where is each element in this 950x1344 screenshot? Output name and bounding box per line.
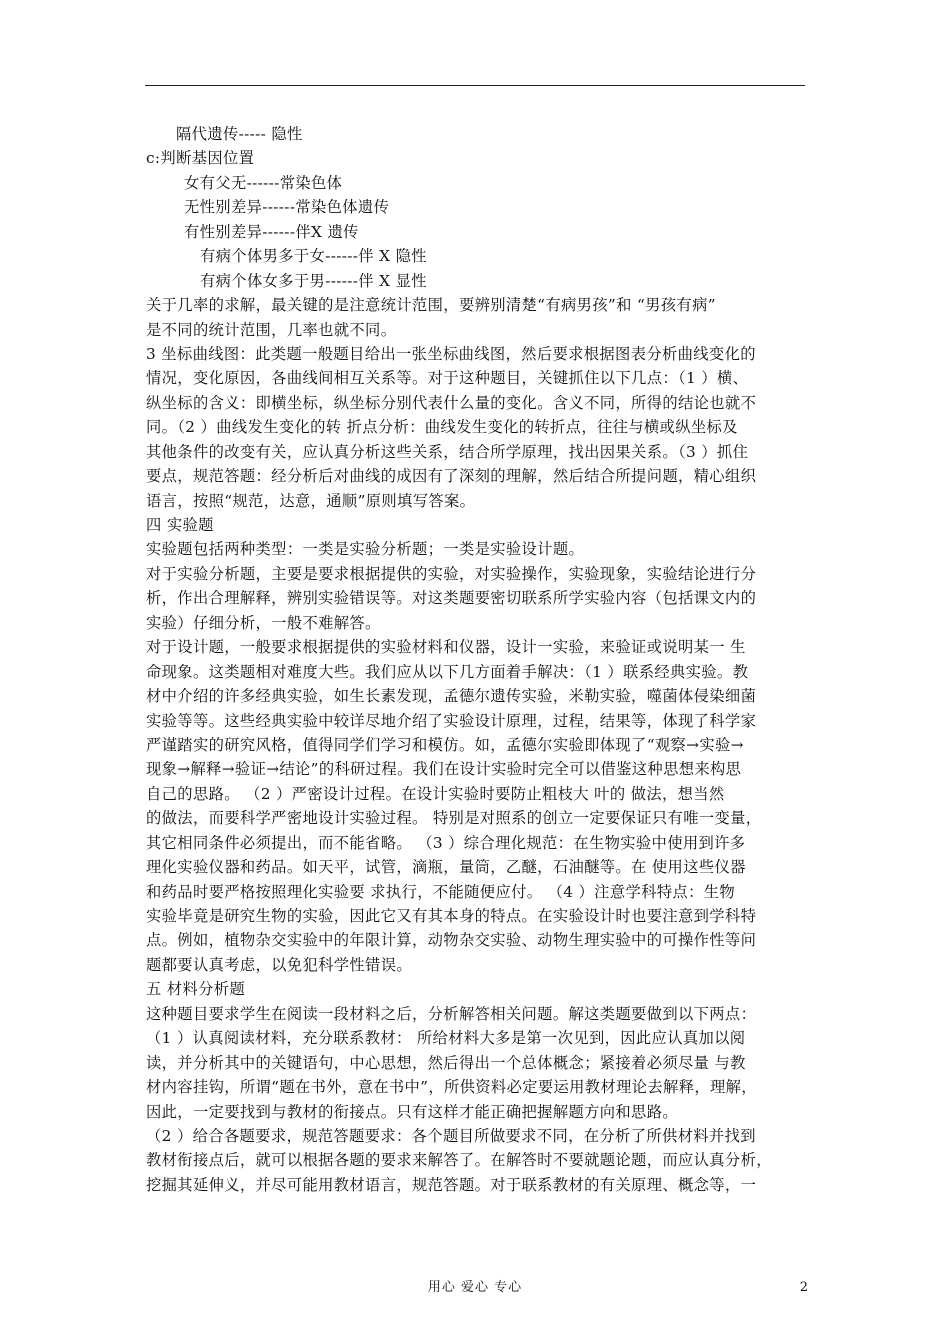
text-line: 这种题目要求学生在阅读一段材料之后，分析解答相关问题。解这类题要做到以下两点：: [146, 1004, 757, 1023]
text-line: （1 ）认真阅读材料，充分联系教材： 所给材料大多是第一次见到，因此应认真加以阅: [146, 1029, 746, 1048]
text-line: 其它相同条件必须提出，而不能省略。 （3 ）综合理化规范：在生物实验中使用到许多: [146, 833, 746, 852]
text-line: 其他条件的改变有关，应认真分析这些关系，结合所学原理，找出因果关系。（3 ）抓住: [146, 442, 749, 461]
text-line: 严谨踏实的研究风格，值得同学们学习和模仿。如，孟德尔实验即体现了“观察→实验→: [146, 735, 744, 754]
text-line: 对于设计题，一般要求根据提供的实验材料和仪器，设计一实验，来验证或说明某一 生: [146, 638, 746, 657]
text-line: 对于实验分析题，主要是要求根据提供的实验，对实验操作，实验现象，实验结论进行分: [146, 564, 757, 583]
text-line: 命现象。这类题相对难度大些。我们应从以下几方面着手解决：（1 ）联系经典实验。教: [146, 662, 749, 681]
text-line: 实验题包括两种类型：一类是实验分析题；一类是实验设计题。: [146, 540, 585, 559]
text-line: 因此，一定要找到与教材的衔接点。只有这样才能正确把握解题方向和思路。: [146, 1102, 678, 1121]
text-line: 的做法，而要科学严密地设计实验过程。 特别是对照系的创立一定要保证只有唯一变量，: [146, 809, 762, 828]
text-line: 实验毕竟是研究生物的实验，因此它又有其本身的特点。在实验设计时也要注意到学科特: [146, 907, 757, 925]
text-line: 要点，规范答题：经分析后对曲线的成因有了深刻的理解，然后结合所提问题，精心组织: [146, 467, 757, 486]
text-line: 自己的思路。 （2 ）严密设计过程。在设计实验时要防止粗枝大 叶的 做法，想当然: [146, 784, 725, 803]
header-rule: [145, 85, 805, 86]
text-line: 3 坐标曲线图：此类题一般题目给出一张坐标曲线图，然后要求根据图表分析曲线变化的: [146, 344, 756, 363]
text-line: 实验等等。这些经典实验中较详尽地介绍了实验设计原理，过程，结果等，体现了科学家: [146, 711, 757, 730]
footer-motto: 用心 爱心 专心: [427, 1280, 523, 1295]
text-line: 点。例如，植物杂交实验中的年限计算，动物杂交实验、动物生理实验中的可操作性等问: [146, 931, 757, 950]
text-line: 材中介绍的许多经典实验，如生长素发现，孟德尔遗传实验，米勒实验，噬菌体侵染细菌: [146, 687, 757, 706]
text-line: （2 ）给合各题要求，规范答题要求：各个题目所做要求不同，在分析了所供材料并找到: [146, 1126, 756, 1145]
text-line: 纵坐标的含义：即横坐标，纵坐标分别代表什么量的变化。含义不同，所得的结论也就不: [146, 393, 757, 412]
text-line: c:判断基因位置: [146, 149, 255, 168]
text-line: 隔代遗传----- 隐性: [176, 125, 303, 143]
text-line: 是不同的统计范围，几率也就不同。: [146, 320, 397, 339]
text-line: 情况，变化原因，各曲线间相互关系等。对于这种题目，关键抓住以下几点：（1 ）横、: [146, 369, 749, 388]
text-line: 女有父无------常染色体: [184, 173, 343, 192]
text-line: 同。（2 ）曲线发生变化的转 折点分析：曲线发生变化的转折点，往往与横或纵坐标及: [146, 418, 738, 437]
section-heading: 四 实验题: [146, 516, 214, 534]
text-line: 析，作出合理解释，辨别实验错误等。对这类题要密切联系所学实验内容（包括课文内的: [146, 589, 757, 608]
text-line: 理化实验仪器和药品。如天平，试管，滴瓶，量筒，乙醚，石油醚等。在 使用这些仪器: [146, 858, 746, 877]
section-heading: 五 材料分析题: [146, 980, 246, 999]
text-line: 教材衔接点后，就可以根据各题的要求来解答了。在解答时不要就题论题，而应认真分析，: [146, 1151, 772, 1170]
text-line: 有病个体女多于男------伴 X 显性: [200, 271, 427, 290]
text-line: 挖掘其延伸义，并尽可能用教材语言，规范答题。对于联系教材的有关原理、概念等，一: [146, 1175, 757, 1194]
text-line: 和药品时要严格按照理化实验要 求执行，不能随便应付。 （4 ）注意学科特点：生物: [146, 882, 736, 901]
text-line: 现象→解释→验证→结论”的科研过程。我们在设计实验时完全可以借鉴这种思想来构思: [146, 760, 742, 779]
text-line: 题都要认真考虑，以免犯科学性错误。: [146, 955, 412, 974]
page-number: 2: [799, 1280, 808, 1295]
document-body: [146, 122, 806, 1197]
text-line: 关于几率的求解，最关键的是注意统计范围，要辨别清楚“有病男孩”和 “男孩有病”: [146, 296, 716, 315]
text-line: 材内容挂钩，所谓“题在书外，意在书中”，所供资料必定要运用教材理论去解释，理解，: [146, 1078, 757, 1097]
text-line: 读，并分析其中的关键语句，中心思想，然后得出一个总体概念；紧接着必须尽量 与教: [146, 1053, 746, 1072]
text-line: 语言，按照“规范，达意，通顺”原则填写答案。: [146, 491, 476, 510]
text-line: 有病个体男多于女------伴 X 隐性: [200, 247, 427, 266]
text-line: 有性别差异------伴X 遗传: [184, 222, 359, 241]
text-line: 无性别差异------常染色体遗传: [184, 198, 390, 217]
text-line: 实验）仔细分析，一般不难解答。: [146, 613, 381, 632]
